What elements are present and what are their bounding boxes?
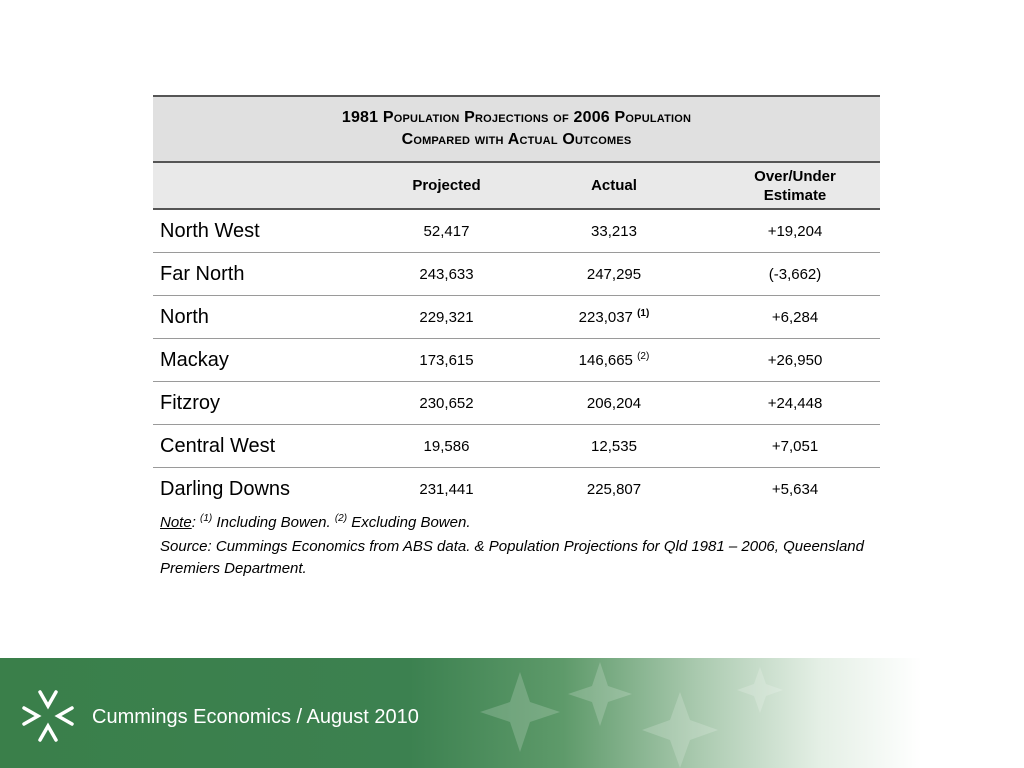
over-under-cell-value: +7,051 xyxy=(771,437,819,455)
actual-cell xyxy=(518,425,710,468)
note-label: Note xyxy=(160,514,192,531)
over-under-cell-value: (-3,662) xyxy=(768,265,822,283)
actual-cell xyxy=(518,382,710,425)
projected-cell xyxy=(375,382,518,425)
projected-cell xyxy=(375,425,518,468)
projected-cell xyxy=(375,253,518,296)
over-under-cell xyxy=(710,296,880,339)
table-row xyxy=(153,468,880,511)
table-title-line1: 1981 Population Projections of 2006 Population xyxy=(341,109,692,126)
projected-cell xyxy=(375,209,518,253)
table-title-row xyxy=(153,96,880,162)
region-cell xyxy=(153,296,375,339)
region-cell-value: Mackay xyxy=(160,348,229,371)
over-under-cell xyxy=(710,382,880,425)
actual-cell xyxy=(518,209,710,253)
actual-cell-value: 33,213 xyxy=(591,222,637,240)
region-cell xyxy=(153,339,375,382)
projected-cell-value: 243,633 xyxy=(419,265,474,283)
actual-footnote-mark: (1) xyxy=(637,307,650,319)
note2-mark: (2) xyxy=(334,513,348,524)
projected-cell-value: 231,441 xyxy=(419,480,474,498)
region-cell xyxy=(153,382,375,425)
table-header-row xyxy=(153,162,880,209)
table-title-line2: Compared with Actual Outcomes xyxy=(401,131,632,148)
table-notes xyxy=(160,512,880,580)
header-over-under xyxy=(710,162,880,209)
region-cell-value: Darling Downs xyxy=(160,477,291,500)
actual-cell xyxy=(518,339,710,382)
region-cell-value: North West xyxy=(160,219,260,242)
actual-cell xyxy=(518,296,710,339)
projected-cell xyxy=(375,468,518,511)
actual-footnote-mark: (2) xyxy=(637,350,650,362)
table-title xyxy=(153,96,880,162)
region-cell-value: Central West xyxy=(160,434,276,457)
table-row xyxy=(153,296,880,339)
projected-cell-value: 52,417 xyxy=(423,222,470,240)
header-over-under-line2: Estimate xyxy=(763,186,827,204)
actual-cell-value: 206,204 xyxy=(586,394,642,412)
projected-cell xyxy=(375,296,518,339)
population-table-container xyxy=(153,95,880,510)
table-body xyxy=(153,209,880,510)
over-under-cell xyxy=(710,425,880,468)
region-cell-value: North xyxy=(160,305,209,328)
over-under-cell xyxy=(710,339,880,382)
projected-cell-value: 230,652 xyxy=(419,394,474,412)
region-cell xyxy=(153,253,375,296)
header-actual: Actual xyxy=(518,162,710,209)
over-under-cell xyxy=(710,253,880,296)
note-line xyxy=(160,512,880,534)
region-cell xyxy=(153,468,375,511)
header-over-under-line1: Over/Under xyxy=(754,167,836,185)
decorative-star-pattern xyxy=(480,662,840,768)
over-under-cell xyxy=(710,468,880,511)
note1-mark: (1) xyxy=(200,513,213,524)
footer-caption: Cummings Economics / August 2010 xyxy=(92,706,419,728)
header-projected: Projected xyxy=(375,162,518,209)
table-row xyxy=(153,382,880,425)
actual-cell-value: 12,535 xyxy=(591,437,637,455)
cummings-star-logo-icon xyxy=(20,688,76,744)
over-under-cell xyxy=(710,209,880,253)
projected-cell-value: 173,615 xyxy=(419,351,474,369)
actual-cell-value: 146,665 xyxy=(578,351,633,369)
population-table xyxy=(153,95,880,510)
note1-text: Including Bowen. xyxy=(212,514,335,531)
table-row xyxy=(153,209,880,253)
region-cell xyxy=(153,209,375,253)
over-under-cell-value: +26,950 xyxy=(767,351,823,369)
over-under-cell-value: +19,204 xyxy=(767,222,823,240)
actual-cell-value: 247,295 xyxy=(586,265,642,283)
actual-cell xyxy=(518,253,710,296)
table-row xyxy=(153,253,880,296)
note2-text: Excluding Bowen. xyxy=(347,514,471,531)
over-under-cell-value: +24,448 xyxy=(767,394,823,412)
note-colon: : xyxy=(191,514,201,531)
over-under-cell-value: +5,634 xyxy=(771,480,819,498)
projected-cell-value: 229,321 xyxy=(419,308,474,326)
actual-cell-value: 225,807 xyxy=(586,480,642,498)
header-region xyxy=(153,162,375,209)
region-cell-value: Fitzroy xyxy=(160,391,220,414)
source-line: Source: Cummings Economics from ABS data. & Population Projections for Qld 1981 – 2006, Queensland Premiers Department. xyxy=(160,538,864,577)
table-row xyxy=(153,339,880,382)
table-row xyxy=(153,425,880,468)
projected-cell xyxy=(375,339,518,382)
actual-cell xyxy=(518,468,710,511)
projected-cell-value: 19,586 xyxy=(423,437,470,455)
actual-cell-value: 223,037 xyxy=(578,308,633,326)
region-cell-value: Far North xyxy=(160,262,245,285)
over-under-cell-value: +6,284 xyxy=(771,308,819,326)
region-cell xyxy=(153,425,375,468)
